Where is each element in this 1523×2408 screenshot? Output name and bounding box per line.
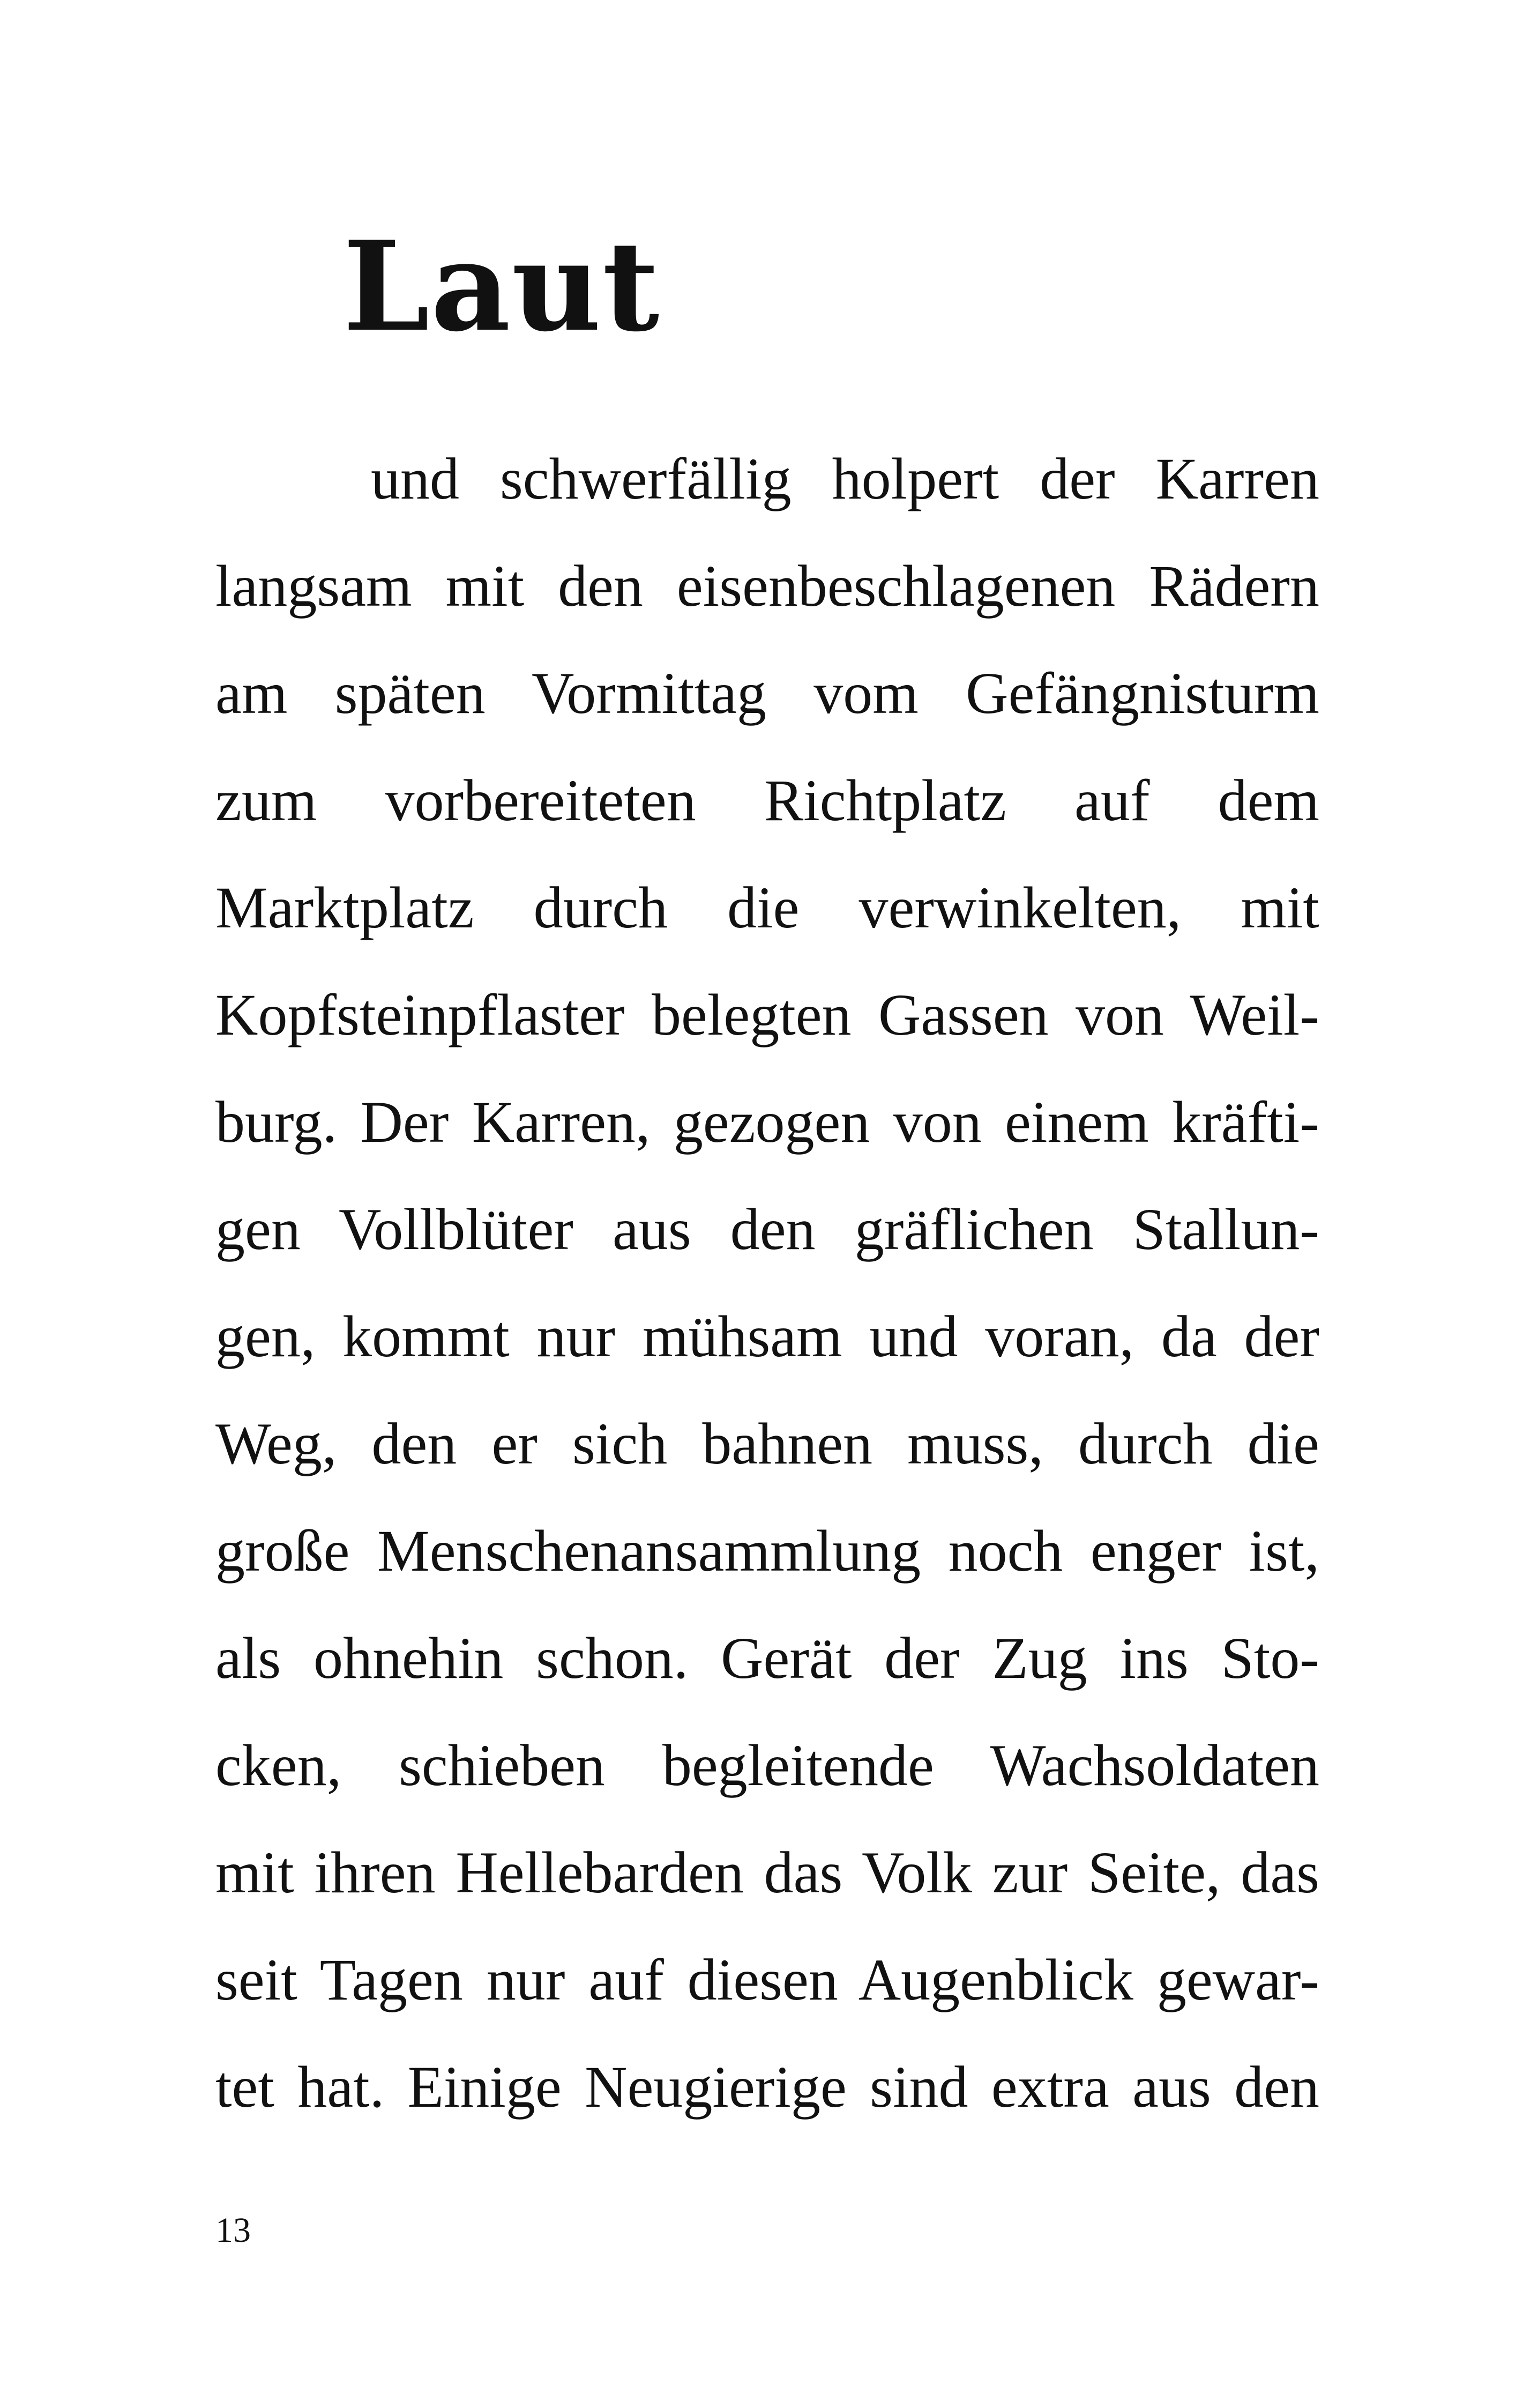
text-line: langsam mit den eisenbeschlagenen Rädern: [215, 553, 1319, 619]
text-line: als ohnehin schon. Gerät der Zug ins Sto-: [215, 1625, 1319, 1691]
text-line: cken, schieben begleitende Wachsoldaten: [215, 1733, 1319, 1798]
text-line: am späten Vormittag vom Gefängnisturm: [215, 660, 1319, 726]
text-line: seit Tagen nur auf diesen Augenblick gewar-: [215, 1947, 1319, 2012]
page-number: 13: [215, 2211, 251, 2250]
text-line: burg. Der Karren, gezogen von einem kräfti-: [215, 1089, 1319, 1155]
text-line: und schwerfällig holpert der Karren: [371, 446, 1319, 511]
chapter-heading: Laut: [343, 214, 661, 359]
text-line: gen, kommt nur mühsam und voran, da der: [215, 1304, 1319, 1369]
text-line: große Menschenansammlung noch enger ist,: [215, 1518, 1319, 1584]
text-line: Kopfsteinpflaster belegten Gassen von Weil-: [215, 982, 1319, 1047]
body-text: [215, 446, 1319, 2165]
text-line: gen Vollblüter aus den gräflichen Stallun-: [215, 1196, 1319, 1262]
text-line: mit ihren Hellebarden das Volk zur Seite, das: [215, 1840, 1319, 1905]
text-line: Weg, den er sich bahnen muss, durch die: [215, 1411, 1319, 1476]
text-line: Marktplatz durch die verwinkelten, mit: [215, 875, 1319, 940]
text-line: zum vorbereiteten Richtplatz auf dem: [215, 768, 1319, 833]
text-line: tet hat. Einige Neugierige sind extra aus den: [215, 2054, 1319, 2120]
